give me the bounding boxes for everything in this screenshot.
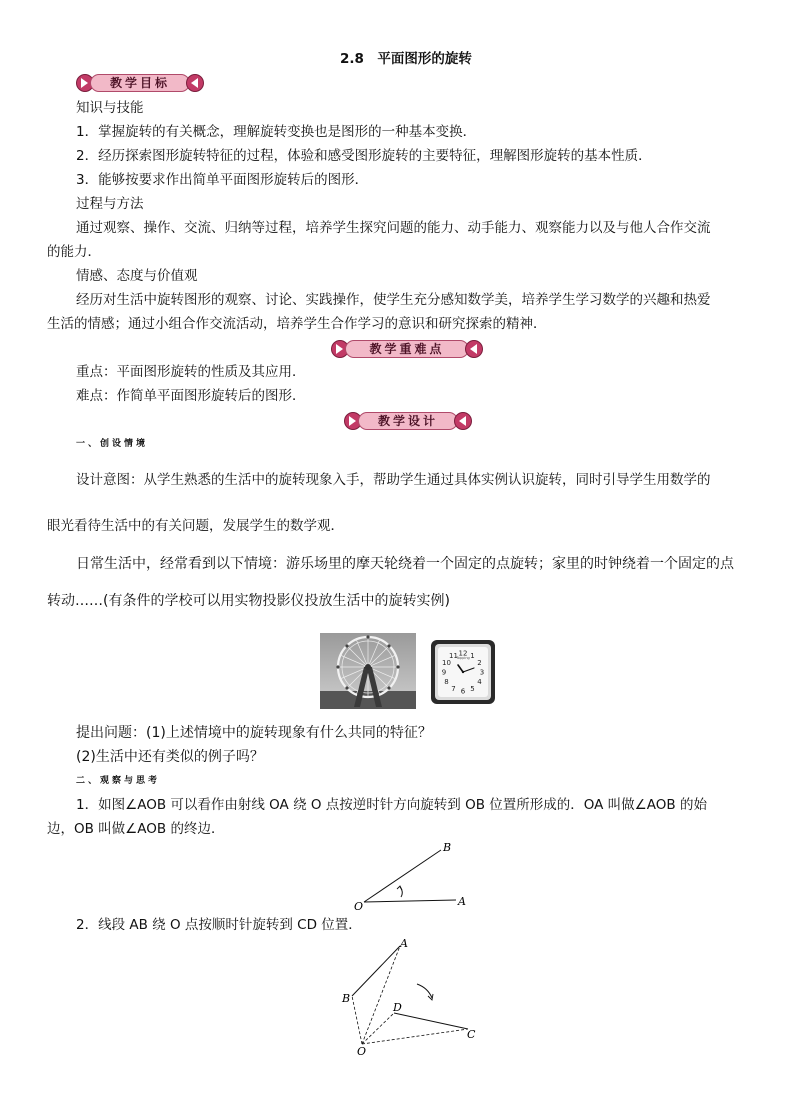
- segment-rotation-figure: [336, 932, 486, 1060]
- difficult-point: 难点：作简单平面图形旋转后的图形．: [76, 388, 306, 404]
- clock-numeral: 1: [470, 652, 475, 660]
- daily-life-paragraph-end: 转动……(有条件的学校可以用实物投影仪投放生活中的旋转实例): [47, 593, 450, 609]
- banner-key-points: [331, 339, 483, 357]
- banner-label: 教学目标: [109, 76, 170, 90]
- clock-numeral: 9: [441, 668, 447, 677]
- emotion-paragraph-end: 生活的情感；通过小组合作交流活动，培养学生合作学习的意识和研究探索的精神．: [47, 316, 547, 332]
- banner-teaching-design: [344, 411, 472, 429]
- process-paragraph: 通过观察、操作、交流、归纳等过程，培养学生探究问题的能力、动手能力、观察能力以及与他人合作交流: [76, 220, 711, 236]
- observation-2: 2．线段 AB 绕 O 点按顺时针旋转到 CD 位置．: [76, 917, 362, 933]
- page-title: 2.8 平面图形的旋转: [340, 51, 472, 67]
- clock-numeral: 3: [479, 668, 485, 677]
- clock-numeral: 10: [442, 659, 451, 667]
- point-o-label: O: [357, 1045, 367, 1058]
- process-paragraph-end: 的能力．: [47, 244, 101, 260]
- ferris-wheel-photo: [320, 633, 416, 709]
- goal-item: 3．能够按要求作出简单平面图形旋转后的图形．: [76, 172, 369, 188]
- design-intent-end: 眼光看待生活中的有关问题，发展学生的数学观．: [47, 518, 344, 534]
- key-point: 重点：平面图形旋转的性质及其应用．: [76, 364, 306, 380]
- emotion-heading: 情感、态度与价值观: [76, 268, 198, 284]
- design-intent: 设计意图：从学生熟悉的生活中的旋转现象入手，帮助学生通过具体实例认识旋转，同时引导学生用数学的: [76, 472, 711, 488]
- question-2: (2)生活中还有类似的例子吗？: [76, 749, 264, 765]
- arrow-left-icon: [454, 412, 472, 430]
- point-d-label: D: [393, 1001, 402, 1014]
- knowledge-heading: 知识与技能: [76, 100, 144, 116]
- point-o-label: O: [354, 900, 364, 913]
- angle-aob-figure: [346, 836, 476, 916]
- clock-numeral: 2: [477, 659, 482, 667]
- clock-photo: [430, 639, 496, 705]
- observation-1-end: 边，OB 叫做∠AOB 的终边．: [47, 821, 225, 837]
- section-heading: 一、创设情境: [76, 439, 149, 449]
- clock-numeral: 11: [449, 652, 458, 660]
- process-heading: 过程与方法: [76, 196, 144, 212]
- banner-teaching-goals: [76, 73, 204, 91]
- clock-brand: Topping: [456, 656, 470, 660]
- point-c-label: C: [467, 1028, 476, 1041]
- arrow-left-icon: [465, 340, 483, 358]
- goal-item: 2．经历探索图形旋转特征的过程，体验和感受图形旋转的主要特征，理解图形旋转的基本性质．: [76, 148, 652, 164]
- clock-numeral: 7: [451, 685, 456, 693]
- point-a-label: A: [400, 937, 408, 950]
- clock-numeral: 6: [460, 687, 466, 696]
- emotion-paragraph: 经历对生活中旋转图形的观察、讨论、实践操作，使学生充分感知数学美，培养学生学习数学的兴趣和热爱: [76, 292, 711, 308]
- daily-life-paragraph: 日常生活中，经常看到以下情境：游乐场里的摩天轮绕着一个固定的点旋转；家里的时钟绕着一个固定的点: [76, 556, 734, 572]
- arrow-left-icon: [186, 74, 204, 92]
- goal-item: 1．掌握旋转的有关概念，理解旋转变换也是图形的一种基本变换．: [76, 124, 477, 140]
- clock-numeral: 12: [458, 649, 468, 658]
- banner-label: 教学设计: [377, 414, 438, 428]
- point-b-label: B: [443, 841, 452, 854]
- point-b-label: B: [342, 992, 351, 1005]
- question-1: 提出问题：(1)上述情境中的旋转现象有什么共同的特征？: [76, 725, 432, 741]
- observation-1: 1．如图∠AOB 可以看作由射线 OA 绕 O 点按逆时针方向旋转到 OB 位置所形成的．OA 叫做∠AOB 的始: [76, 797, 707, 813]
- clock-numeral: 5: [470, 685, 475, 693]
- clock-numeral: 4: [477, 678, 482, 686]
- clock-numeral: 8: [444, 678, 449, 686]
- point-a-label: A: [458, 895, 466, 908]
- section-heading: 二、观察与思考: [76, 776, 161, 786]
- banner-label: 教学重难点: [369, 342, 445, 356]
